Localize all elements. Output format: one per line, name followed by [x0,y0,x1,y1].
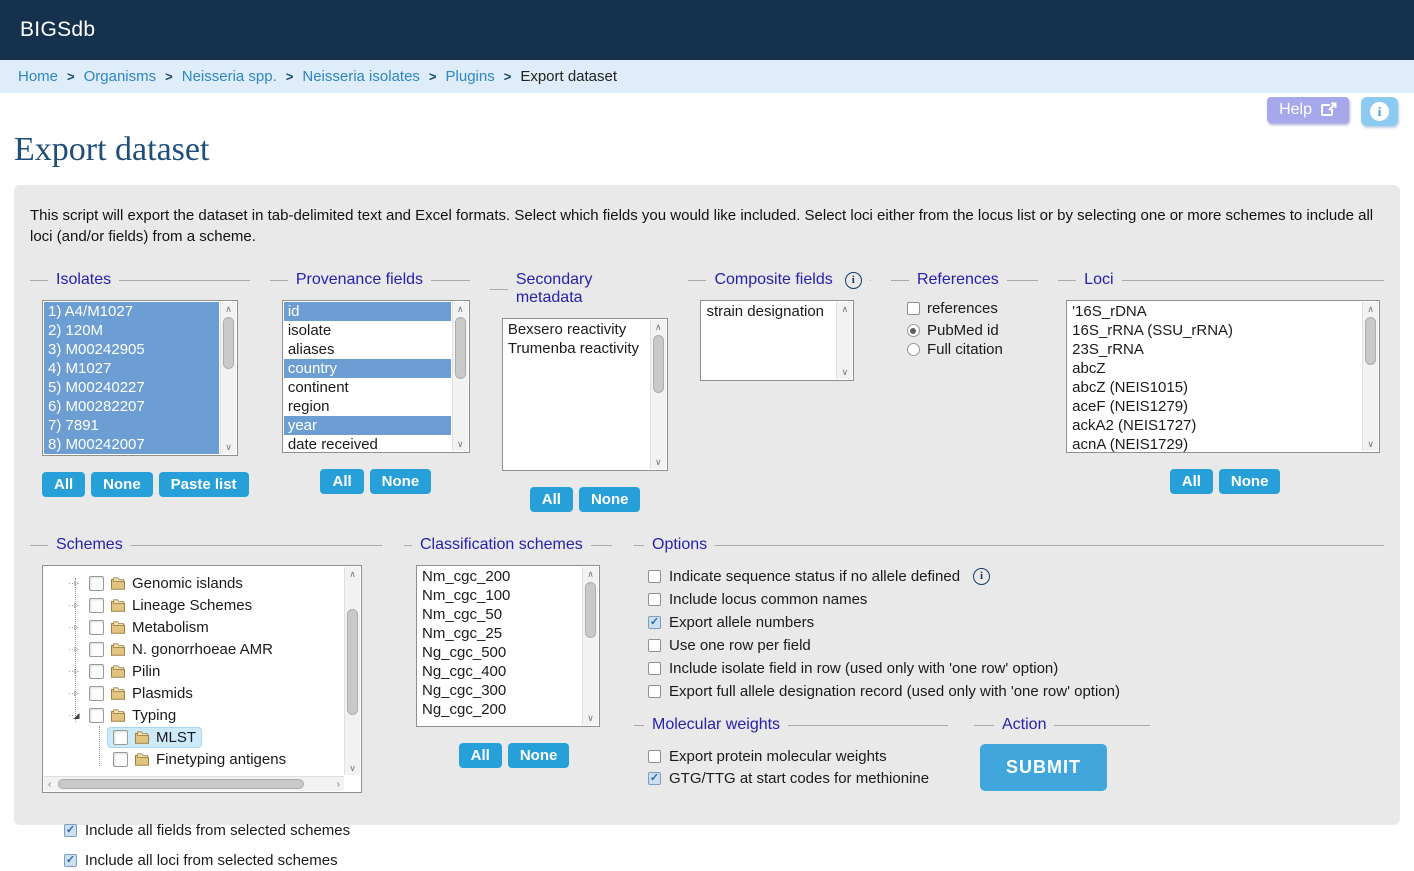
provenance-legend: Provenance fields [295,271,424,288]
molecular-option-label: Export protein molecular weights [669,747,887,765]
isolates-none-button[interactable]: None [91,472,153,497]
scroll-up-icon[interactable]: ∧ [655,322,662,332]
scroll-down-icon[interactable]: ∨ [349,763,356,773]
references-checkbox[interactable] [907,302,920,315]
option-checkbox[interactable] [648,593,661,606]
scheme-option-row [64,849,1384,871]
tree-expander-icon[interactable] [69,622,84,633]
breadcrumb [0,60,1414,93]
provenance-none-button[interactable]: None [370,469,432,494]
provenance-option[interactable]: date received [287,436,378,453]
provenance-option[interactable]: year [284,416,451,435]
tree-expander-icon[interactable] [69,666,84,677]
scrollbar-thumb[interactable] [347,609,358,715]
loci-option[interactable]: aceF (NEIS1279) [1072,398,1189,415]
loci-option[interactable]: abcZ (NEIS1015) [1072,379,1189,396]
provenance-option[interactable]: country [284,359,451,378]
molecular-weights-fieldset [634,716,948,791]
help-button-label: Help [1279,101,1312,118]
action-legend: Action [1002,716,1047,733]
tree-checkbox[interactable] [89,708,104,723]
main-panel [14,185,1400,869]
references-checkbox-label: references [926,300,998,317]
breadcrumb-link[interactable]: Home [18,68,59,85]
loci-listbox[interactable] [1066,300,1380,453]
folder-icon [110,709,126,722]
isolates-fieldset [30,271,250,497]
composite-option[interactable]: strain designation [706,303,825,320]
provenance-option[interactable]: isolate [287,322,332,339]
scroll-up-icon[interactable]: ∧ [349,569,356,579]
app-header [0,0,1414,60]
tree-checkbox[interactable] [113,730,128,745]
scheme-option-row [64,819,1384,841]
folder-icon [110,687,126,700]
tree-item-label: MLST [156,728,197,746]
loci-option[interactable]: acnA (NEIS1729) [1072,436,1189,453]
option-checkbox[interactable] [648,685,661,698]
classification-option[interactable]: Ng_cgc_200 [422,701,507,718]
tree-item[interactable] [69,660,361,682]
tree-expander-icon[interactable] [69,688,84,699]
tree-item-label: Metabolism [132,618,209,636]
folder-icon [134,731,150,744]
tree-item[interactable] [69,726,361,748]
intro-text: This script will export the dataset in tab-delimited text and Excel formats. Select which fields you would like included. Select loci either from the locus list or by selecting one or more schemes to include all loci (and/or fields) from a scheme. [30,207,1374,245]
classification-option[interactable]: Nm_cgc_100 [422,587,511,604]
tree-item-label: Genomic islands [132,574,243,592]
classification-scrollbar[interactable] [582,567,598,725]
tree-checkbox[interactable] [89,598,104,613]
tree-expander-icon[interactable] [69,711,84,720]
isolates-option[interactable]: 5) M00240227 [44,378,219,397]
scroll-up-icon[interactable]: ∧ [225,304,232,314]
folder-icon [134,753,150,766]
classification-all-button[interactable]: All [459,743,502,768]
isolates-paste-list-button[interactable]: Paste list [159,472,249,497]
option-label: Indicate sequence status if no allele defined [669,567,961,585]
references-legend: References [916,271,999,288]
scroll-up-icon[interactable]: ∧ [587,569,594,579]
scroll-left-icon[interactable]: ‹ [48,778,52,790]
classification-none-button[interactable]: None [508,743,570,768]
scheme-option-label: Include all fields from selected schemes [85,821,351,839]
loci-legend: Loci [1084,271,1114,288]
option-checkbox[interactable] [648,616,661,629]
molecular-option-row [648,767,948,789]
provenance-option[interactable]: region [287,398,330,415]
pubmed-id-label: PubMed id [926,322,999,339]
tree-item-label: N. gonorrhoeae AMR [132,640,273,658]
folder-icon [110,577,126,590]
classification-option[interactable]: Ng_cgc_300 [422,682,507,699]
option-row [648,588,1384,610]
breadcrumb-link[interactable]: Organisms [83,68,157,85]
classification-listbox[interactable] [416,565,600,727]
isolates-option[interactable]: 2) 120M [44,321,219,340]
option-label: Export full allele designation record (used only with 'one row' option) [669,682,1120,700]
secondary-metadata-legend: Secondary metadata [515,271,593,306]
breadcrumb-current: Export dataset [520,68,618,85]
tree-checkbox[interactable] [89,686,104,701]
pubmed-id-radio[interactable] [907,324,920,337]
tree-item-label: Pilin [132,662,161,680]
loci-option[interactable]: ackA2 (NEIS1727) [1072,417,1197,434]
composite-legend: Composite fields i [706,271,869,289]
loci-option[interactable]: '16S_rDNA [1072,303,1147,320]
page-title: Export dataset [14,131,210,168]
scheme-option-checkbox[interactable] [64,854,77,867]
app-title: BIGSdb [20,18,96,41]
tree-item[interactable] [69,682,361,704]
option-row [648,611,1384,633]
scrollbar-thumb[interactable] [1365,317,1376,365]
scroll-down-icon[interactable]: ∨ [841,367,849,377]
loci-fieldset [1058,271,1384,494]
breadcrumb-link[interactable]: Neisseria spp. [181,68,277,85]
breadcrumb-separator: > [67,69,75,84]
composite-scrollbar[interactable] [836,302,852,379]
schemes-hscrollbar[interactable] [44,776,344,791]
classification-option[interactable]: Nm_cgc_200 [422,568,511,585]
tree-item[interactable] [69,616,361,638]
provenance-option[interactable]: id [284,302,451,321]
composite-listbox[interactable] [700,300,854,381]
scroll-down-icon[interactable]: ∨ [1367,439,1374,449]
molecular-option-row [648,745,948,767]
breadcrumb-separator: > [428,69,437,84]
classification-option[interactable]: Ng_cgc_400 [422,663,507,680]
scrollbar-thumb[interactable] [585,582,596,638]
classification-option[interactable]: Nm_cgc_25 [422,625,503,642]
options-legend: Options [652,536,708,553]
tree-item[interactable] [69,748,361,770]
breadcrumb-link[interactable]: Neisseria isolates [302,68,420,85]
provenance-option[interactable]: aliases [287,341,335,358]
isolates-all-button[interactable]: All [42,472,85,497]
option-checkbox[interactable] [648,662,661,675]
option-checkbox[interactable] [648,570,661,583]
tree-checkbox[interactable] [89,576,104,591]
loci-option[interactable]: 23S_rRNA [1072,341,1144,358]
tree-item-label: Finetyping antigens [156,750,287,768]
tree-checkbox[interactable] [89,620,104,635]
breadcrumb-separator: > [503,69,512,84]
isolates-scrollbar[interactable] [220,302,236,454]
provenance-all-button[interactable]: All [320,469,363,494]
option-row [648,680,1384,702]
loci-none-button[interactable]: None [1219,469,1281,494]
scroll-down-icon[interactable]: ∨ [655,457,662,467]
isolates-option[interactable]: 4) M1027 [44,359,219,378]
folder-icon [110,599,126,612]
secondary-scrollbar[interactable] [650,320,666,469]
folder-icon [110,665,126,678]
help-button[interactable] [1267,97,1349,123]
breadcrumb-separator: > [285,69,294,84]
external-link-icon [1321,102,1337,118]
composite-fieldset [688,271,871,381]
provenance-fieldset [270,271,470,494]
provenance-listbox[interactable] [282,300,470,453]
scroll-down-icon[interactable]: ∨ [587,713,594,723]
molecular-checkbox[interactable] [648,750,661,763]
provenance-scrollbar[interactable] [452,302,468,451]
option-label: Include locus common names [669,590,868,608]
info-icon: i [1370,102,1389,121]
tree-item-label: Lineage Schemes [132,596,253,614]
secondary-option[interactable]: Bexsero reactivity [507,321,627,338]
scroll-up-icon[interactable]: ∧ [841,304,849,314]
scroll-down-icon[interactable]: ∨ [457,439,464,449]
full-citation-label: Full citation [926,341,1003,358]
tree-expander-icon[interactable] [69,578,84,589]
molecular-checkbox[interactable] [648,772,661,785]
toolbar [0,93,1414,129]
molecular-option-label: GTG/TTG at start codes for methionine [669,769,930,787]
tree-item[interactable] [69,704,361,726]
option-label: Use one row per field [669,636,811,654]
classification-fieldset [404,536,612,768]
tree-item[interactable] [69,594,361,616]
tree-expander-icon[interactable] [69,600,84,611]
schemes-legend: Schemes [56,536,123,553]
loci-all-button[interactable]: All [1170,469,1213,494]
scroll-up-icon[interactable]: ∧ [1367,304,1374,314]
classification-legend: Classification schemes [420,536,583,553]
scroll-up-icon[interactable]: ∧ [457,304,464,314]
scheme-option-checkbox[interactable] [64,824,77,837]
classification-option[interactable]: Nm_cgc_50 [422,606,503,623]
loci-option[interactable]: abcZ [1072,360,1106,377]
tree-checkbox[interactable] [113,752,128,767]
folder-icon [110,621,126,634]
scroll-down-icon[interactable]: ∨ [225,442,232,452]
scrollbar-thumb[interactable] [223,317,234,369]
loci-scrollbar[interactable] [1362,302,1378,451]
secondary-none-button[interactable]: None [579,487,641,512]
secondary-metadata-listbox[interactable] [502,318,668,471]
info-button[interactable] [1361,97,1398,126]
scrollbar-thumb[interactable] [58,779,304,789]
scrollbar-thumb[interactable] [653,335,664,393]
schemes-fieldset [30,536,382,793]
breadcrumb-link[interactable]: Plugins [445,68,495,85]
option-label: Export allele numbers [669,613,815,631]
isolates-option[interactable]: 3) M00242905 [44,340,219,359]
option-label: Include isolate field in row (used only with 'one row' option) [669,659,1059,677]
references-fieldset [891,271,1038,363]
option-row [648,634,1384,656]
schemes-vscrollbar[interactable] [344,567,360,775]
option-info-icon[interactable]: i [973,568,990,585]
full-citation-radio[interactable] [907,343,920,356]
tree-checkbox[interactable] [89,642,104,657]
scheme-option-label: Include all loci from selected schemes [85,851,338,869]
option-row [648,657,1384,679]
folder-icon [110,643,126,656]
isolates-option[interactable]: 6) M00282207 [44,397,219,416]
provenance-option[interactable]: continent [287,379,349,396]
submit-button[interactable]: SUBMIT [980,744,1107,791]
isolates-option[interactable]: 1) A4/M1027 [44,302,219,321]
tree-item[interactable] [69,572,361,594]
loci-option[interactable]: 16S_rRNA (SSU_rRNA) [1072,322,1234,339]
tree-item-label: Typing [132,706,177,724]
isolates-listbox[interactable] [42,300,238,456]
tree-expander-icon[interactable] [69,644,84,655]
scrollbar-thumb[interactable] [455,317,466,379]
options-fieldset [634,536,1384,702]
isolates-option[interactable]: 8) M00242007 [44,435,219,454]
option-row [648,565,1384,587]
molecular-weights-legend: Molecular weights [652,716,781,733]
schemes-tree[interactable] [42,565,362,793]
tree-item[interactable] [69,638,361,660]
isolates-option[interactable]: 7) 7891 [44,416,219,435]
tree-checkbox[interactable] [89,664,104,679]
isolates-legend: Isolates [56,271,112,288]
secondary-option[interactable]: Trumenba reactivity [507,340,639,357]
tree-item-label: Plasmids [132,684,193,702]
secondary-all-button[interactable]: All [530,487,573,512]
scroll-right-icon[interactable]: › [336,778,340,790]
action-fieldset [974,716,1150,791]
breadcrumb-separator: > [165,69,173,84]
classification-option[interactable]: Ng_cgc_500 [422,644,507,661]
secondary-metadata-fieldset [490,271,669,512]
composite-info-icon[interactable]: i [845,272,862,289]
option-checkbox[interactable] [648,639,661,652]
